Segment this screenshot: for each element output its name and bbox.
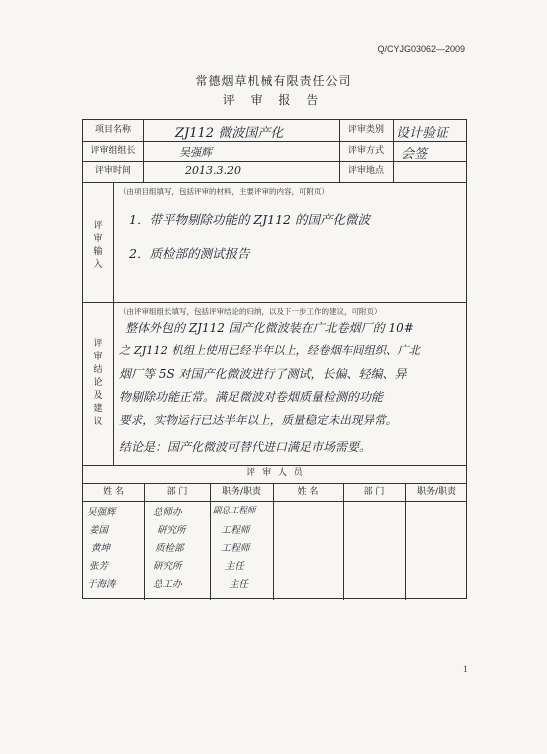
col-dept-header: 部 门 <box>363 487 385 497</box>
time-value: 2013.3.20 <box>185 164 241 177</box>
page-number: 1 <box>463 664 468 674</box>
row-divider <box>83 483 466 484</box>
row-divider <box>83 465 466 466</box>
col-position-header: 职务/职责 <box>416 487 457 497</box>
signature-dept: 研究所 <box>153 561 182 572</box>
col-name-header: 姓 名 <box>103 487 124 497</box>
signature-name: 黄坤 <box>91 543 111 554</box>
signature-dept: 总工办 <box>153 579 182 590</box>
company-name: 常德烟草机械有限责任公司 <box>195 74 352 88</box>
signature-position: 工程师 <box>221 525 250 536</box>
signature-position: 主任 <box>229 579 249 590</box>
input-line-1: 1．带平物剔除功能的 ZJ112 的国产化微波 <box>129 212 370 227</box>
review-type-value: 设计验证 <box>396 126 449 141</box>
method-value: 会签 <box>401 147 428 162</box>
place-label: 评审地点 <box>347 166 384 176</box>
signature-position: 副总工程师 <box>213 506 256 516</box>
input-label: 评审输入 <box>93 221 103 270</box>
col-position-header: 职务/职责 <box>221 487 262 497</box>
conclusion-note: （由评审组组长填写，包括评审结论的归纳，以及下一步工作的建议，可附页） <box>119 307 382 316</box>
review-form <box>82 119 467 599</box>
row-divider <box>83 501 466 502</box>
conclusion-line: 之 ZJ112 机组上使用已经半年以上，经卷烟车间组织、广北 <box>119 344 420 357</box>
input-line-2: 2．质检部的测试报告 <box>129 246 250 261</box>
document-number: Q/CYJG03062—2009 <box>377 44 465 54</box>
signature-name: 张芳 <box>89 561 109 572</box>
document-title: 评 审 报 告 <box>222 93 325 107</box>
leader-label: 评审组组长 <box>90 146 136 156</box>
signature-name: 于海涛 <box>87 579 116 590</box>
conclusion-line: 烟厂等 5S 对国产化微波进行了测试，长偏、轻编、异 <box>119 367 407 381</box>
personnel-title: 评 审 人 员 <box>246 468 305 478</box>
conclusion-line: 物剔除功能正常。满足微波对卷烟质量检测的功能 <box>119 390 384 404</box>
conclusion-label: 评审结论及建议 <box>93 339 103 427</box>
row-divider <box>83 182 466 183</box>
signature-dept: 研究所 <box>157 525 186 536</box>
signature-position: 主任 <box>225 561 245 572</box>
col-divider <box>113 182 114 465</box>
method-label: 评审方式 <box>347 146 384 156</box>
col-dept-header: 部 门 <box>166 487 188 497</box>
col-divider <box>393 120 394 182</box>
row-divider <box>83 302 466 303</box>
signature-dept: 总师办 <box>153 507 182 518</box>
project-name-value: ZJ112 微波国产化 <box>175 126 284 141</box>
input-note: （由项目组填写，包括评审的材料，主要评审的内容，可附页） <box>119 187 329 196</box>
project-name-label: 项目名称 <box>94 125 131 135</box>
signature-dept: 质检部 <box>155 543 184 554</box>
col-name-header: 姓 名 <box>297 487 319 497</box>
row-divider <box>83 141 466 142</box>
conclusion-line: 要求，实物运行已达半年以上，质量稳定未出现异常。 <box>119 413 398 427</box>
conclusion-line: 结论是：国产化微波可替代进口满足市场需要。 <box>119 440 372 454</box>
col-divider <box>143 120 144 182</box>
signature-position: 工程师 <box>221 543 250 554</box>
conclusion-line: 整体外包的 ZJ112 国产化微波装在广北卷烟厂的 10# <box>125 321 414 335</box>
signature-name: 姜国 <box>89 525 109 536</box>
review-type-label: 评审类别 <box>347 125 384 135</box>
leader-value: 吴强辉 <box>179 146 212 159</box>
time-label: 评审时间 <box>94 166 131 176</box>
signature-name: 吴强辉 <box>87 507 116 518</box>
